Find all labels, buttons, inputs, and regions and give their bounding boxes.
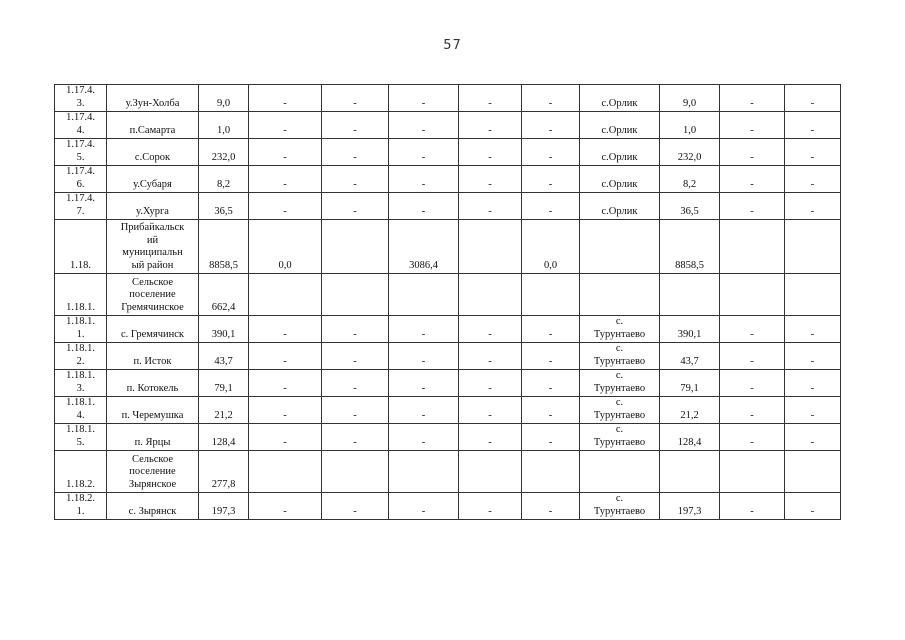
center-settlement-cell: с. Турунтаево — [580, 316, 660, 343]
settlement-name-cell: Прибайкальск ий муниципальн ый район — [107, 220, 199, 274]
table-row — [55, 139, 841, 166]
row-number-cell: 1.18.1. — [55, 274, 107, 316]
value-cell: - — [249, 85, 322, 112]
settlement-name-cell: у.Зун-Холба — [107, 85, 199, 112]
value-cell: 8,2 — [199, 166, 249, 193]
center-settlement-cell: с. Турунтаево — [580, 343, 660, 370]
center-settlement-cell: с. Турунтаево — [580, 493, 660, 520]
value-cell: - — [249, 139, 322, 166]
row-number-cell: 1.18.2. 1. — [55, 493, 107, 520]
table-row — [55, 112, 841, 139]
value-cell: - — [785, 85, 841, 112]
value-cell: - — [249, 316, 322, 343]
value-cell — [522, 274, 580, 316]
value-cell: - — [785, 316, 841, 343]
value-cell — [660, 274, 720, 316]
value-cell: - — [785, 139, 841, 166]
value-cell: 36,5 — [660, 193, 720, 220]
value-cell: - — [459, 112, 522, 139]
value-cell: - — [785, 397, 841, 424]
value-cell: - — [249, 424, 322, 451]
table-row — [55, 493, 841, 520]
settlement-name-cell: п.Самарта — [107, 112, 199, 139]
table-row — [55, 397, 841, 424]
settlement-name-cell: п. Исток — [107, 343, 199, 370]
value-cell: - — [459, 85, 522, 112]
value-cell: 21,2 — [660, 397, 720, 424]
value-cell: - — [249, 493, 322, 520]
value-cell: - — [720, 424, 785, 451]
value-cell: - — [459, 493, 522, 520]
value-cell — [785, 220, 841, 274]
center-settlement-cell: с.Орлик — [580, 112, 660, 139]
row-number-cell: 1.18.2. — [55, 451, 107, 493]
value-cell: 232,0 — [199, 139, 249, 166]
value-cell: - — [459, 343, 522, 370]
value-cell: - — [522, 112, 580, 139]
value-cell: 197,3 — [660, 493, 720, 520]
value-cell: - — [322, 316, 389, 343]
value-cell: 277,8 — [199, 451, 249, 493]
row-number-cell: 1.18.1. 5. — [55, 424, 107, 451]
value-cell — [389, 274, 459, 316]
center-settlement-cell — [580, 451, 660, 493]
row-number-cell: 1.17.4. 6. — [55, 166, 107, 193]
value-cell: - — [785, 370, 841, 397]
center-settlement-cell: с.Орлик — [580, 139, 660, 166]
center-settlement-cell: с. Турунтаево — [580, 397, 660, 424]
value-cell — [720, 451, 785, 493]
center-settlement-cell — [580, 220, 660, 274]
table-row — [55, 274, 841, 316]
value-cell: - — [322, 370, 389, 397]
value-cell: - — [249, 166, 322, 193]
value-cell: - — [720, 85, 785, 112]
value-cell: - — [522, 166, 580, 193]
value-cell: 197,3 — [199, 493, 249, 520]
settlement-name-cell: у.Субаря — [107, 166, 199, 193]
row-number-cell: 1.18.1. 3. — [55, 370, 107, 397]
value-cell: - — [522, 397, 580, 424]
value-cell: - — [249, 397, 322, 424]
page-number: 57 — [443, 38, 462, 53]
settlement-name-cell: с.Сорок — [107, 139, 199, 166]
value-cell: - — [785, 343, 841, 370]
value-cell: 0,0 — [522, 220, 580, 274]
value-cell: - — [459, 166, 522, 193]
row-number-cell: 1.18. — [55, 220, 107, 274]
value-cell: - — [389, 316, 459, 343]
settlement-name-cell: Сельское поселение Зырянское — [107, 451, 199, 493]
table-body — [55, 85, 841, 520]
value-cell — [522, 451, 580, 493]
value-cell: 79,1 — [199, 370, 249, 397]
value-cell: - — [389, 166, 459, 193]
row-number-cell: 1.18.1. 2. — [55, 343, 107, 370]
value-cell: - — [522, 316, 580, 343]
value-cell: - — [720, 370, 785, 397]
value-cell: 232,0 — [660, 139, 720, 166]
value-cell — [785, 451, 841, 493]
center-settlement-cell: с.Орлик — [580, 85, 660, 112]
value-cell: - — [522, 343, 580, 370]
row-number-cell: 1.17.4. 7. — [55, 193, 107, 220]
value-cell — [322, 220, 389, 274]
value-cell: 43,7 — [660, 343, 720, 370]
settlements-table — [54, 84, 841, 520]
value-cell: - — [522, 424, 580, 451]
center-settlement-cell: с.Орлик — [580, 166, 660, 193]
value-cell: - — [720, 493, 785, 520]
settlement-name-cell: с. Зырянск — [107, 493, 199, 520]
table-row — [55, 343, 841, 370]
value-cell: 43,7 — [199, 343, 249, 370]
row-number-cell: 1.18.1. 4. — [55, 397, 107, 424]
value-cell: 8858,5 — [660, 220, 720, 274]
value-cell: 9,0 — [660, 85, 720, 112]
value-cell: - — [389, 85, 459, 112]
value-cell — [720, 274, 785, 316]
row-number-cell: 1.18.1. 1. — [55, 316, 107, 343]
value-cell: 128,4 — [199, 424, 249, 451]
value-cell: - — [720, 166, 785, 193]
value-cell: - — [720, 316, 785, 343]
table-row — [55, 220, 841, 274]
value-cell — [459, 451, 522, 493]
value-cell: - — [322, 139, 389, 166]
value-cell: - — [389, 397, 459, 424]
settlement-name-cell: с. Гремячинск — [107, 316, 199, 343]
value-cell: - — [322, 112, 389, 139]
center-settlement-cell: с. Турунтаево — [580, 370, 660, 397]
value-cell: 390,1 — [199, 316, 249, 343]
value-cell: - — [785, 424, 841, 451]
center-settlement-cell: с.Орлик — [580, 193, 660, 220]
value-cell: - — [389, 193, 459, 220]
value-cell: 9,0 — [199, 85, 249, 112]
value-cell: 0,0 — [249, 220, 322, 274]
value-cell: 79,1 — [660, 370, 720, 397]
value-cell: - — [720, 112, 785, 139]
value-cell: - — [720, 193, 785, 220]
settlement-name-cell: п. Ярцы — [107, 424, 199, 451]
value-cell: - — [720, 343, 785, 370]
value-cell — [322, 274, 389, 316]
settlement-name-cell: Сельское поселение Гремячинское — [107, 274, 199, 316]
value-cell — [459, 220, 522, 274]
table-row — [55, 166, 841, 193]
value-cell: - — [389, 493, 459, 520]
value-cell: - — [322, 343, 389, 370]
value-cell: - — [249, 343, 322, 370]
value-cell: - — [522, 493, 580, 520]
value-cell: - — [322, 193, 389, 220]
value-cell: - — [459, 397, 522, 424]
value-cell: - — [720, 397, 785, 424]
table-row — [55, 370, 841, 397]
settlement-name-cell: у.Хурга — [107, 193, 199, 220]
table-row — [55, 85, 841, 112]
row-number-cell: 1.17.4. 5. — [55, 139, 107, 166]
value-cell: 1,0 — [199, 112, 249, 139]
row-number-cell: 1.17.4. 3. — [55, 85, 107, 112]
value-cell: 128,4 — [660, 424, 720, 451]
value-cell: - — [459, 316, 522, 343]
value-cell: 21,2 — [199, 397, 249, 424]
center-settlement-cell — [580, 274, 660, 316]
settlement-name-cell: п. Котокель — [107, 370, 199, 397]
value-cell: - — [389, 370, 459, 397]
value-cell: - — [389, 112, 459, 139]
value-cell: 662,4 — [199, 274, 249, 316]
value-cell — [459, 274, 522, 316]
value-cell — [785, 274, 841, 316]
settlement-name-cell: п. Черемушка — [107, 397, 199, 424]
value-cell: - — [785, 112, 841, 139]
value-cell: - — [389, 139, 459, 166]
table-row — [55, 316, 841, 343]
center-settlement-cell: с. Турунтаево — [580, 424, 660, 451]
value-cell: 390,1 — [660, 316, 720, 343]
value-cell: - — [322, 166, 389, 193]
row-number-cell: 1.17.4. 4. — [55, 112, 107, 139]
value-cell: - — [522, 85, 580, 112]
table-row — [55, 424, 841, 451]
value-cell: - — [785, 166, 841, 193]
value-cell: - — [720, 139, 785, 166]
value-cell: - — [459, 424, 522, 451]
value-cell: - — [322, 397, 389, 424]
value-cell: - — [389, 424, 459, 451]
value-cell — [322, 451, 389, 493]
table-row — [55, 451, 841, 493]
value-cell: - — [522, 193, 580, 220]
value-cell — [249, 274, 322, 316]
value-cell: 8858,5 — [199, 220, 249, 274]
value-cell — [389, 451, 459, 493]
value-cell — [249, 451, 322, 493]
value-cell: - — [322, 424, 389, 451]
value-cell: 3086,4 — [389, 220, 459, 274]
value-cell: - — [785, 493, 841, 520]
value-cell — [660, 451, 720, 493]
value-cell: - — [322, 85, 389, 112]
value-cell: - — [322, 493, 389, 520]
value-cell: - — [785, 193, 841, 220]
value-cell: 1,0 — [660, 112, 720, 139]
value-cell — [720, 220, 785, 274]
value-cell: 8,2 — [660, 166, 720, 193]
table-row — [55, 193, 841, 220]
value-cell: - — [522, 139, 580, 166]
value-cell: - — [249, 370, 322, 397]
value-cell: - — [389, 343, 459, 370]
value-cell: - — [522, 370, 580, 397]
value-cell: - — [459, 370, 522, 397]
value-cell: - — [459, 139, 522, 166]
value-cell: - — [459, 193, 522, 220]
value-cell: - — [249, 193, 322, 220]
value-cell: - — [249, 112, 322, 139]
value-cell: 36,5 — [199, 193, 249, 220]
